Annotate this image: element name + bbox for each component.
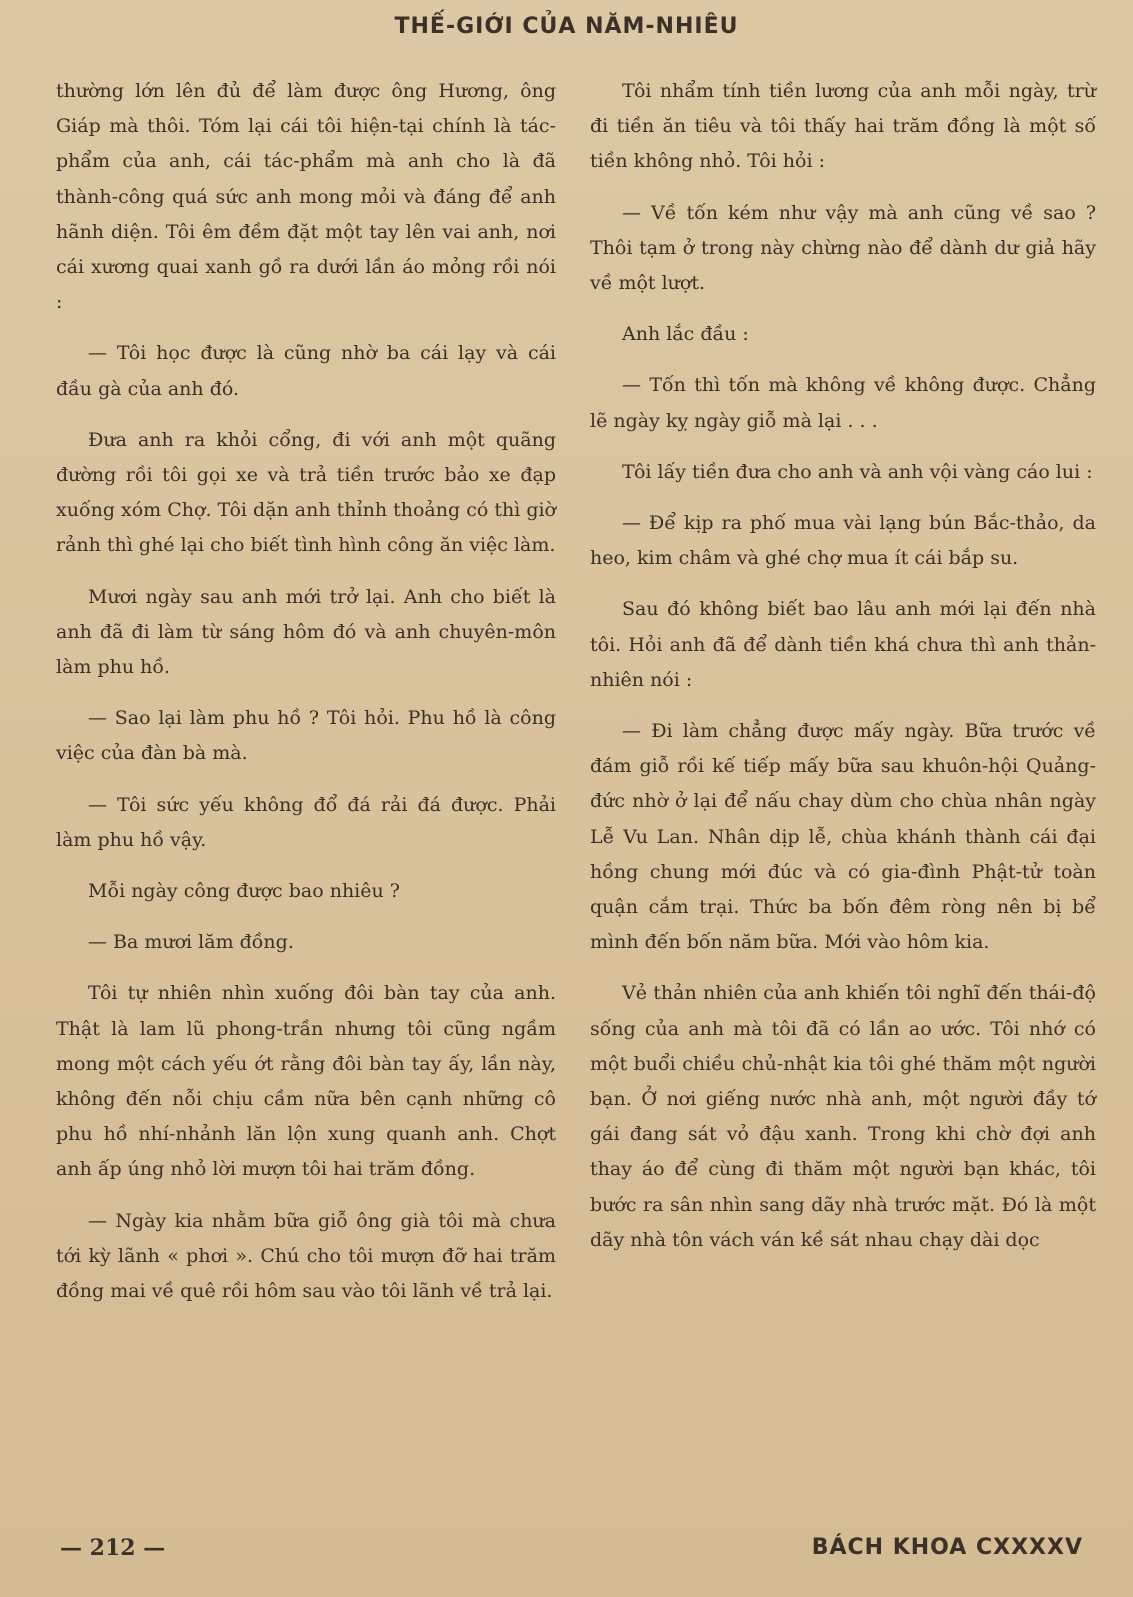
paragraph: Sau đó không biết bao lâu anh mới lại đến nhà tôi. Hỏi anh đã để dành tiền khá chưa thì anh thản-nhiên nói : xyxy=(590,598,1096,691)
paragraph: — Tôi học được là cũng nhờ ba cái lạy và cái đầu gà của anh đó. xyxy=(56,342,556,400)
magazine-issue: BÁCH KHOA CXXXXV xyxy=(811,1535,1083,1560)
paragraph: Tôi nhẩm tính tiền lương của anh mỗi ngày, trừ đi tiền ăn tiêu và tôi thấy hai trăm đồng là một số tiền không nhỏ. Tôi hỏi : xyxy=(590,80,1096,173)
paragraph: Đưa anh ra khỏi cổng, đi với anh một quãng đường rồi tôi gọi xe và trả tiền trước bảo xe đạp xuống xóm Chợ. Tôi dặn anh thỉnh thoảng có thì giờ rảnh thì ghé lại cho biết tình hình công ăn việc làm. xyxy=(56,428,556,557)
paragraph: Anh lắc đầu : xyxy=(622,323,749,346)
paragraph: — Để kịp ra phố mua vài lạng bún Bắc-thảo, da heo, kim châm và ghé chợ mua ít cái bắp su. xyxy=(590,512,1096,570)
paragraph: Tôi lấy tiền đưa cho anh và anh vội vàng cáo lui : xyxy=(622,460,1093,483)
paragraph: — Ba mươi lăm đồng. xyxy=(88,931,294,954)
paragraph: Tôi tự nhiên nhìn xuống đôi bàn tay của anh. Thật là lam lũ phong-trần nhưng tôi cũng ngầm mong một cách yếu ớt rằng đôi bàn tay ấy, lần này, không đến nỗi chịu cầm nữa bên cạnh những cô phu hồ nhí-nhảnh lăn lộn xung quanh anh. Chợt anh ấp úng nhỏ lời mượn tôi hai trăm đồng. xyxy=(56,982,556,1181)
paragraph: Mươi ngày sau anh mới trở lại. Anh cho biết là anh đã đi làm từ sáng hôm đó và anh chuyên-môn làm phu hồ. xyxy=(56,585,556,679)
paragraph: thường lớn lên đủ để làm được ông Hương, ông Giáp mà thôi. Tóm lại cái tôi hiện-tại chính là tác-phẩm của anh, cái tác-phẩm mà anh cho là đã thành-công quá sức anh mong mỏi và đáng để anh hãnh diện. Tôi êm đềm đặt một tay lên vai anh, nơi cái xương quai xanh gồ ra dưới lần áo mỏng rồi nói : xyxy=(56,80,556,314)
paragraph: — Tôi sức yếu không đổ đá rải đá được. Phải làm phu hồ vậy. xyxy=(56,793,556,851)
paragraph: — Về tốn kém như vậy mà anh cũng về sao ? Thôi tạm ở trong này chừng nào để dành dư giả hãy về một lượt. xyxy=(590,201,1096,295)
page-header-title: THẾ-GIỚI CỦA NĂM-NHIÊU xyxy=(394,14,739,39)
right-column xyxy=(590,74,1096,1274)
left-column xyxy=(56,74,556,1325)
paragraph: — Đi làm chẳng được mấy ngày. Bữa trước về đám giỗ rồi kế tiếp mấy bữa sau khuôn-hội Quảng-đức nhờ ở lại để nấu chay dùm cho chùa nhân ngày Lễ Vu Lan. Nhân dịp lễ, chùa khánh thành cái đại hồng chung mới đúc và có gia-đình Phật-tử toàn quận cắm trại. Thức ba bốn đêm ròng nên bị bể mình đến bốn năm bữa. Mới vào hôm kia. xyxy=(590,720,1096,954)
page-number: — 212 — xyxy=(60,1535,166,1561)
paragraph: Mỗi ngày công được bao nhiêu ? xyxy=(88,880,400,903)
paragraph: Vẻ thản nhiên của anh khiến tôi nghĩ đến thái-độ sống của anh mà tôi đã có lần ao ước. Tôi nhớ có một buổi chiều chủ-nhật kia tôi ghé thăm một người bạn. Ở nơi giếng nước nhà anh, một người đầy tớ gái đang sát vỏ đậu xanh. Trong khi chờ đợi anh thay áo để cùng đi thăm một người bạn khác, tôi bước ra sân nhìn sang dãy nhà trước mặt. Đó là một dãy nhà tôn vách ván kề sát nhau chạy dài dọc xyxy=(590,982,1096,1251)
paragraph: — Tốn thì tốn mà không về không được. Chẳng lẽ ngày kỵ ngày giỗ mà lại . . . xyxy=(590,374,1096,432)
paragraph: — Ngày kia nhằm bữa giỗ ông già tôi mà chưa tới kỳ lãnh « phơi ». Chú cho tôi mượn đỡ hai trăm đồng mai về quê rồi hôm sau vào tôi lãnh về trả lại. xyxy=(56,1209,556,1303)
paragraph: — Sao lại làm phu hồ ? Tôi hỏi. Phu hồ là công việc của đàn bà mà. xyxy=(56,707,556,765)
